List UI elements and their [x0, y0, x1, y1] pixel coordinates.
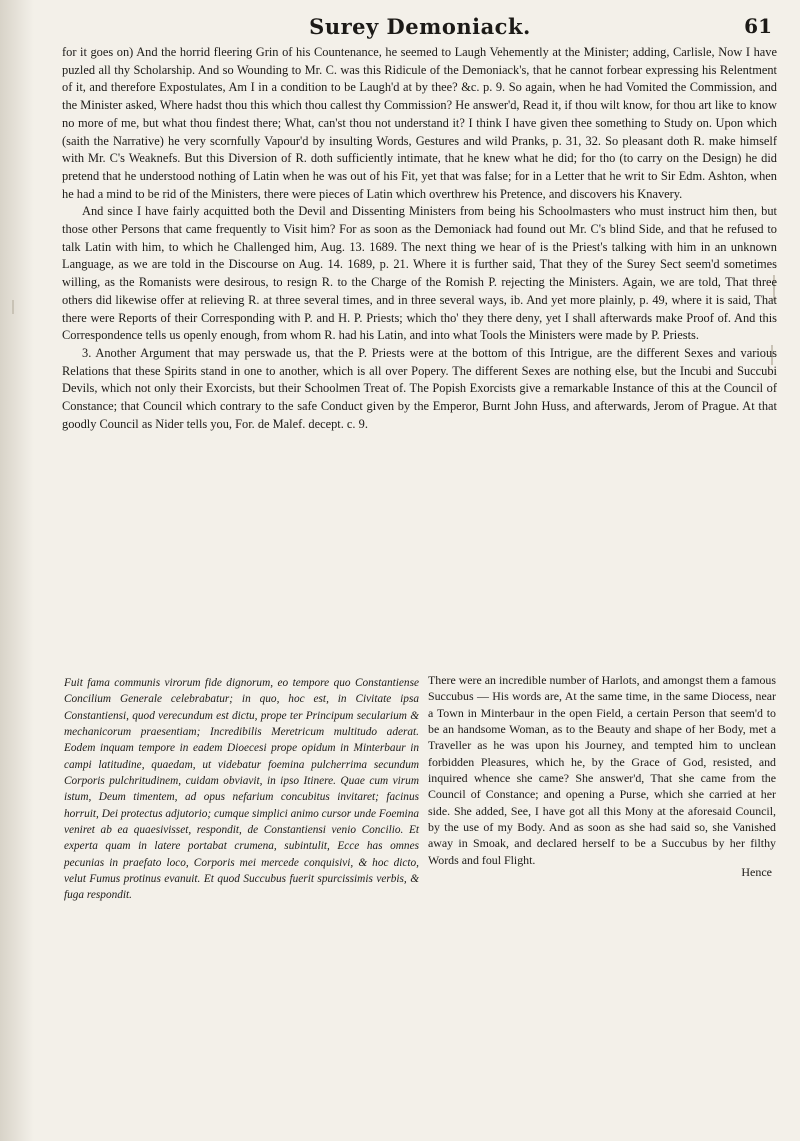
english-translation: There were an incredible number of Harlots, and amongst them a famous Succubus — His words are, At the same time, in the same Diocess, near a Town in Minterbaur in the open Field, a certain Person that seem'd to be an handsome Woman, as to the Beauty and shape of her Body, met a Traveller as he was upon his Journey, and tempted him to unclean forbidden Pleasures, which he, by the Grace of God, resisted, and inquired whence she came? She answer'd, That she came from the Council of Constance; and opening a Purse, which she carried at her side. She added, See, I have got all this Mony at the aforesaid Council, by the use of my Body. And as soon as she had said so, she Vanished away in Smoak, and declared herself to be a Succubus by her filthy Words and foul Flight. — [428, 673, 777, 867]
main-text-block — [62, 44, 777, 433]
english-translation-column — [428, 672, 776, 868]
body-paragraph: And since I have fairly acquitted both the Devil and Dissenting Ministers from being his Schoolmasters who must instruct him then, but those other Persons that came frequently to Visit him? For as soon as the Demoniack had found out Mr. C's blind Side, and that he refused to talk Latin with him, to which he Challenged him, Aug. 13. 1689. The next thing we hear of is the Priest's talking with him in an unknown Language, as we are told in the Discourse on Aug. 14. 1689, p. 21. Where it is further said, That they of the Surey Sect seem'd sometimes willing, as the Romanists were desirous, to resign R. to the Charge of the Romish P. rejecting the Ministers. Again, we are told, That three others did likewise offer at relieving R. at three several times, and in three several ways, ib. And yet more plainly, p. 49, where it is said, That there were Reports of their Corresponding with P. and H. P. Priests; which tho' they there deny, yet I shall afterwards make Proof of. And this Correspondence tells us openly enough, from whom R. had his Latin, and into what Tools the Ministers were made by P. Priests. — [62, 204, 777, 343]
running-head: Surey Demoniack. — [309, 14, 531, 39]
scan-mark — [12, 300, 14, 314]
latin-quotation: Fuit fama communis virorum fide dignorum, eo tempore quo Constantiense Concilium Generale celebrabatur; in quo, hoc est, in Civitate ipsa Constantiensi, quod verecundum est dictu, prope ter Principum secularium & mechanicorum praesentiam; Incredibilis Meretricum multitudo aderat. Eodem inquam tempore in eadem Dioecesi prope opidum in Minterbaur in campi latitudine, quaedam, ut videbatur foemina pulcherrima secundum Corporis pulchritudinem, cuidam obviavit, in ipso Itinere. Quae cum virum istum, Deum timentem, ad opus nefarium concubitus invitaret; facinus horruit, Dei protectus adjutorio; cumque simplici animo cursor unde Foemina veniret ab ea quaesivisset, respondit, de Constantiensi venio Concilio. Et experta quam in latere portabat crumena, subintulit, Ecce has omnes pecunias in praefato loco, Corporis mei mercede conquisivi, & hoc dicto, velut Fumus protinus evanuit. Et quod Succubus fuerit spurcissimis verbis, & fuga respondit. — [64, 677, 419, 902]
body-paragraph: 3. Another Argument that may perswade us, that the P. Priests were at the bottom of this Intrigue, are the different Sexes and various Relations that these Spirits stand in one to another, which is all over Popery. The different Sexes are nothing else, but the Incubi and Succubi Devils, which not only their Exorcists, but their Schoolmen Treat of. The Popish Exorcists give a remarkable Instance of this at the Council of Constance; that Council which contrary to the safe Conduct given by the Emperor, Burnt John Huss, and afterwards, Jerom of Prague. At that goodly Council as Nider tells you, For. de Malef. decept. c. 9. — [62, 345, 777, 431]
page-binding-shadow — [0, 0, 34, 1141]
catchword: Hence — [741, 865, 772, 879]
page-number: 61 — [744, 14, 772, 38]
body-paragraph: for it goes on) And the horrid fleering Grin of his Countenance, he seemed to Laugh Vehemently at the Minister; adding, Carlisle, Now I have puzled all thy Scholarship. And so Wounding to Mr. C. was this Ridicule of the Demoniack's, that he cannot forbear expressing his Relentment of it, and therefore Expostulates, Am I in a condition to be Laugh'd at by thee? &c. p. 9. So again, when he had Vomited the Commission, and the Minister asked, Where hadst thou this which thou callest thy Commission? He answer'd, Read it, if thou wilt know, for thou art like to know no more of me, but what thou findest there; What, can'st thou not understand it? I think I have given thee something to Study on. Upon which (saith the Narrative) he very scornfully Vapour'd by insulting Words, Gestures and wild Pranks, p. 31, 32. So pleasant doth R. make himself with Mr. C's Weaknefs. But this Diversion of R. doth sufficiently intimate, that he knew what he did; for tho (to carry on the Design) he did pretend that he understood nothing of Latin when he was out of his Fit, yet that was false; for in a Letter that he writ to Sir Edm. Ashton, when he had a mind to be rid of the Ministers, there were pieces of Latin which overthrew his Pretence, and discovers his Knavery. — [62, 45, 777, 201]
latin-quotation-column — [64, 675, 419, 904]
